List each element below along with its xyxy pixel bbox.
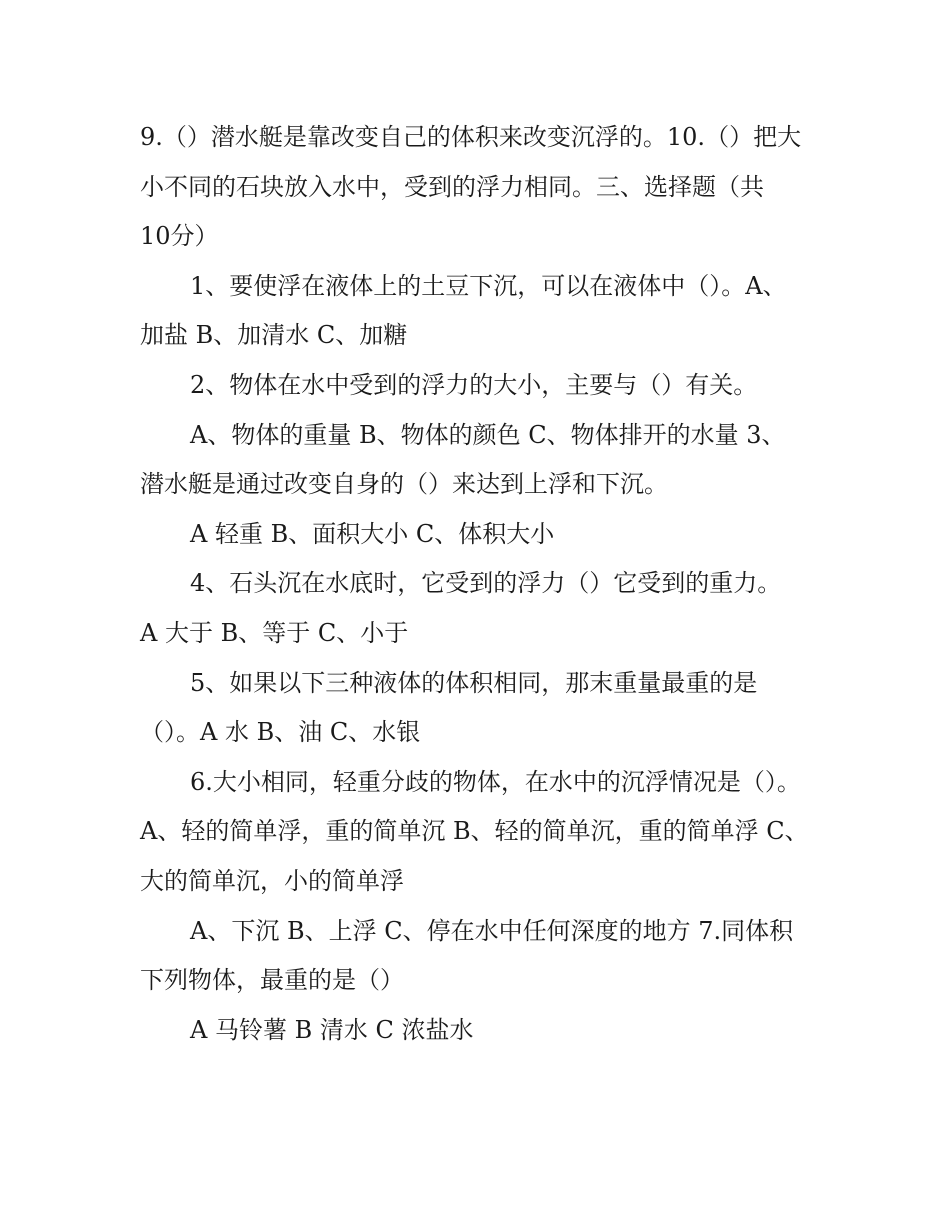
text-line: （）。A 水 B、油 C、水银 <box>140 718 421 746</box>
text-line: 大的简单沉，小的简单浮 <box>140 867 404 895</box>
text-line: 10分） <box>140 222 219 250</box>
text-line: 加盐 B、加清水 C、加糖 <box>140 321 408 349</box>
text-line: 5、如果以下三种液体的体积相同，那末重量最重的是 <box>190 669 758 697</box>
text-line: A 轻重 B、面积大小 C、体积大小 <box>190 520 555 548</box>
text-line: 下列物体，最重的是（） <box>140 966 404 994</box>
text-line: A、物体的重量 B、物体的颜色 C、物体排开的水量 3、 <box>190 421 786 449</box>
text-line: 1、要使浮在液体上的土豆下沉，可以在液体中（）。A、 <box>190 272 787 300</box>
text-line: A 大于 B、等于 C、小于 <box>140 619 409 647</box>
text-line: 2、物体在水中受到的浮力的大小，主要与（）有关。 <box>190 371 758 399</box>
text-line: 小不同的石块放入水中，受到的浮力相同。三、选择题（共 <box>140 173 764 201</box>
text-line: A 马铃薯 B 清水 C 浓盐水 <box>190 1016 474 1044</box>
text-line: A、轻的简单浮，重的简单沉 B、轻的简单沉，重的简单浮 C、 <box>140 817 809 845</box>
text-line: 4、石头沉在水底时，它受到的浮力（）它受到的重力。 <box>190 569 782 597</box>
text-line: 6.大小相同，轻重分歧的物体，在水中的沉浮情况是（）。 <box>190 768 801 796</box>
text-line: A、下沉 B、上浮 C、停在水中任何深度的地方 7.同体积 <box>190 917 794 945</box>
text-line: 9.（）潜水艇是靠改变自己的体积来改变沉浮的。10.（）把大 <box>140 123 802 151</box>
text-line: 潜水艇是通过改变自身的（）来达到上浮和下沉。 <box>140 470 668 498</box>
